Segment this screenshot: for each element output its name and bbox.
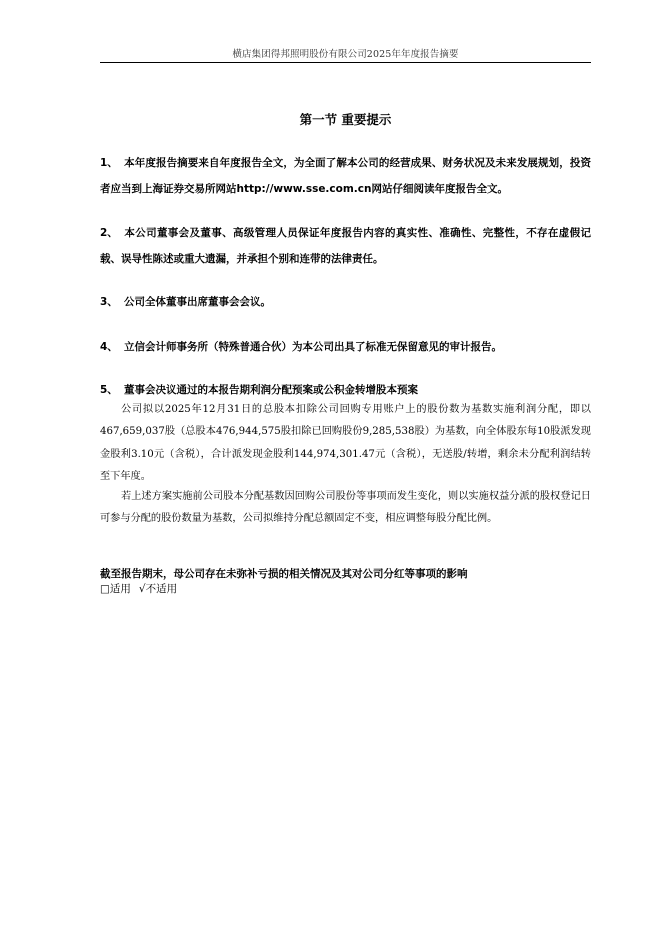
loss-note-title: 截至报告期末，母公司存在未弥补亏损的相关情况及其对公司分红等事项的影响 xyxy=(100,568,468,580)
notice-item-2 xyxy=(100,220,591,272)
notice-item-3 xyxy=(100,289,591,315)
applicability-options xyxy=(100,581,591,597)
page-header: 横店集团得邦照明股份有限公司2025年年度报告摘要 xyxy=(232,49,459,60)
item-text: 本公司董事会及董事、高级管理人员保证年度报告内容的真实性、准确性、完整性，不存在虚假记载、误导性陈述或重大遗漏，并承担个别和连带的法律责任。 xyxy=(100,227,591,265)
item-number: 1、 xyxy=(100,157,118,169)
item-text: 董事会决议通过的本报告期利润分配预案或公积金转增股本预案 xyxy=(124,384,418,396)
item-number: 5、 xyxy=(100,384,118,396)
section-title: 第一节 重要提示 xyxy=(299,112,392,127)
option-not-applicable: √不适用 xyxy=(138,583,178,595)
item-text: 本年度报告摘要来自年度报告全文，为全面了解本公司的经营成果、财务状况及未来发展规划，投资者应当到上海证券交易所网站http://www.sse.com.cn网站仔细阅读年度报告全文。 xyxy=(100,157,591,195)
header-divider xyxy=(100,62,591,63)
notice-item-1 xyxy=(100,150,591,202)
item-number: 4、 xyxy=(100,341,118,353)
item-text: 立信会计师事务所（特殊普通合伙）为本公司出具了标准无保留意见的审计报告。 xyxy=(124,341,502,353)
option-applicable: □适用 xyxy=(100,583,131,595)
notice-item-4 xyxy=(100,334,591,360)
dividend-plan-paragraph: 公司拟以2025年12月31日的总股本扣除公司回购专用账户上的股份数为基数实施利润分配，即以467,659,037股（总股本476,944,575股扣除已回购股份9,285,538股）为基数，向全体股东每10股派发现金股利3.10元（含税），合计派发现金股利144,974,301.47元（含税），无送股/转增，剩余未分配利润结转至下年度。 xyxy=(100,404,591,482)
dividend-adjust-paragraph: 若上述方案实施前公司股本分配基数因回购公司股份等事项而发生变化，则以实施权益分派的股权登记日可参与分配的股份数量为基数，公司拟维持分配总额固定不变，相应调整每股分配比例。 xyxy=(100,491,591,525)
item-text: 公司全体董事出席董事会会议。 xyxy=(124,296,271,308)
item-number: 2、 xyxy=(100,227,118,239)
item-number: 3、 xyxy=(100,296,118,308)
